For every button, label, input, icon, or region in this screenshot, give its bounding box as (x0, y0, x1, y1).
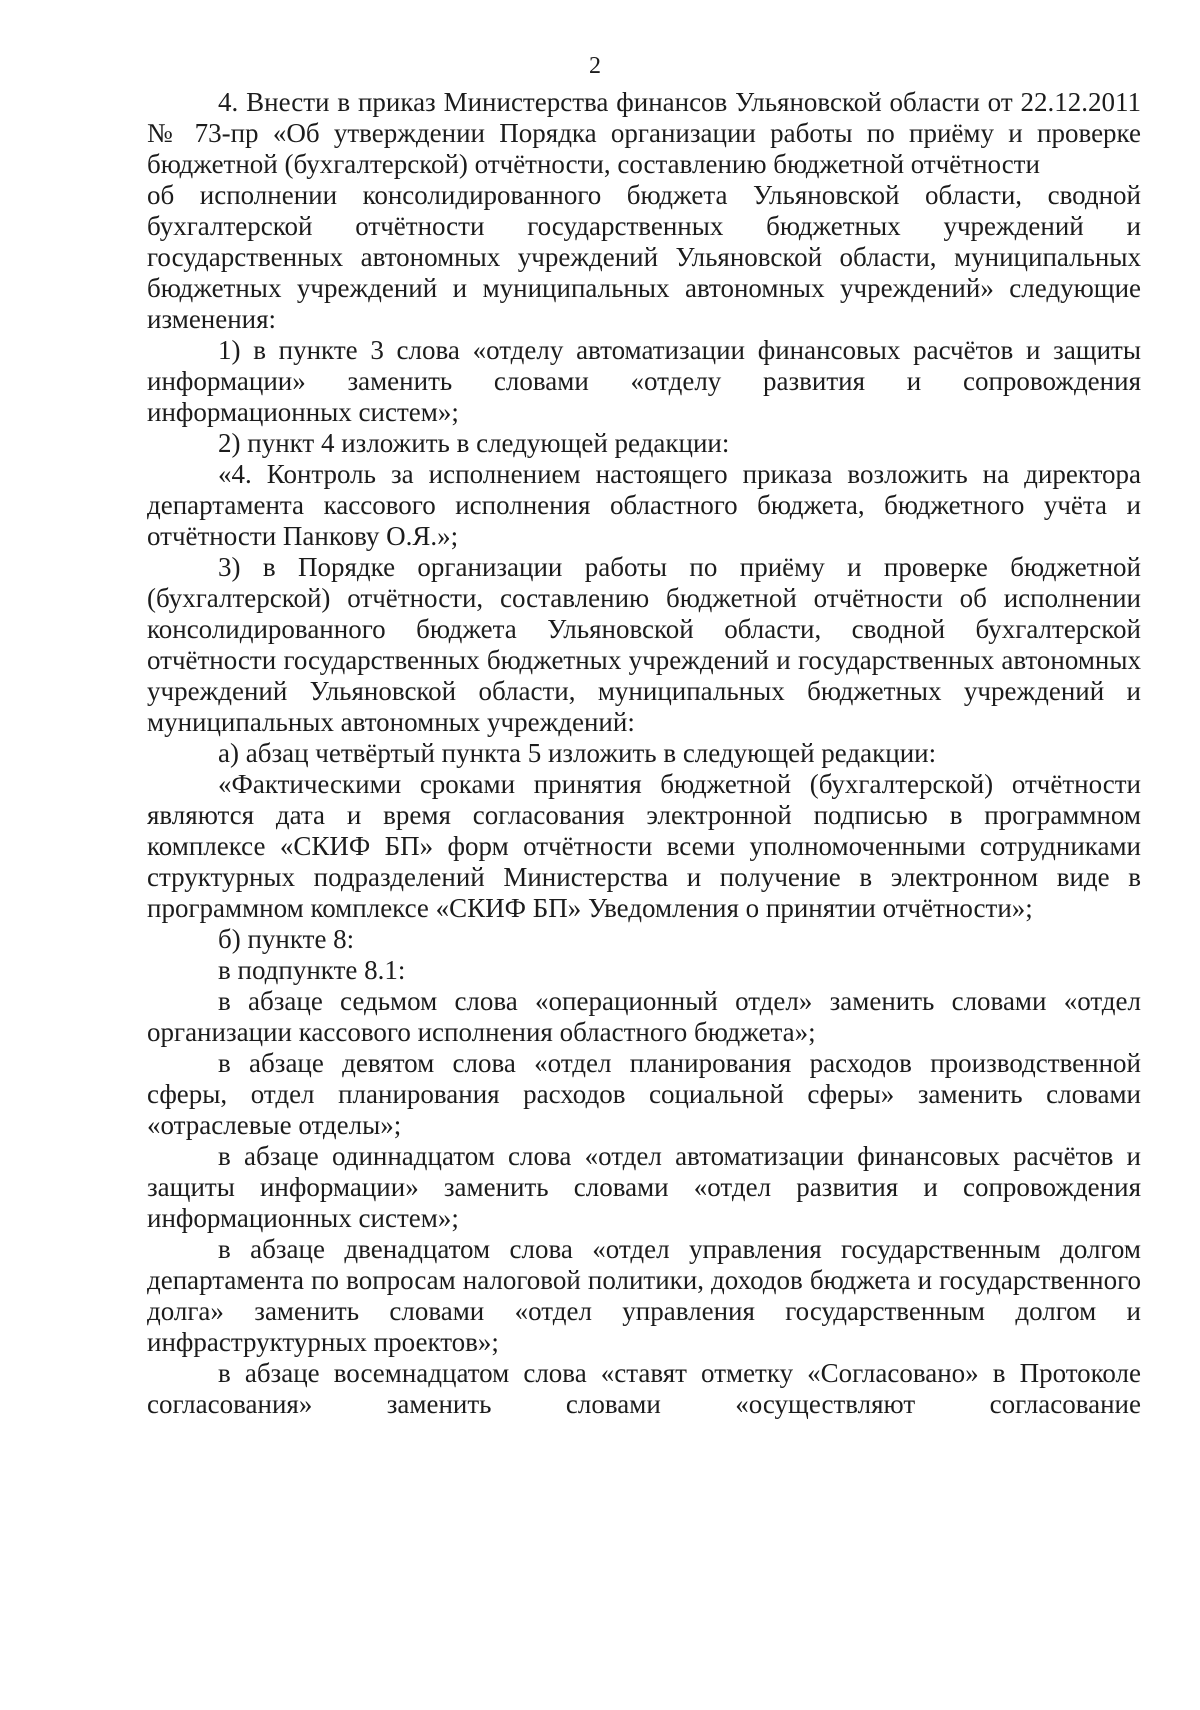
paragraph-subitem-a: а) абзац четвёртый пункта 5 изложить в следующей редакции: (218, 738, 937, 768)
document-body (147, 87, 1141, 1420)
paragraph-new-clause-4: «4. Контроль за исполнением настоящего приказа возложить на директора департамента кассового исполнения областного бюджета, бюджетного учёта и отчётности Панкову О.Я.»; (147, 459, 1141, 551)
paragraph-eighteenth-abzac: в абзаце восемнадцатом слова «ставят отметку «Согласовано» в Протоколе согласования» заменить словами «осуществляют согласование (147, 1358, 1141, 1419)
paragraph-item-2: 2) пункт 4 изложить в следующей редакции: (218, 428, 730, 458)
paragraph-ninth-abzac: в абзаце девятом слова «отдел планирования расходов производственной сферы, отдел планирования расходов социальной сферы» заменить словами «отраслевые отделы»; (147, 1048, 1141, 1140)
paragraph-actual-deadlines: «Фактическими сроками принятия бюджетной (бухгалтерской) отчётности являются дата и время согласования электронной подписью в программном комплексе «СКИФ БП» форм отчётности всеми уполномоченными сотрудниками структурных подразделений Министерства и получение в электронном виде в программном комплексе «СКИФ БП» Уведомления о принятии отчётности»; (147, 769, 1141, 923)
paragraph-order-title-continuation: об исполнении консолидированного бюджета Ульяновской области, сводной бухгалтерской отчётности государственных бюджетных учреждений и государственных автономных учреждений Ульяновской области, муниципальных бюджетных учреждений и муниципальных автономных учреждений» следующие изменения: (147, 180, 1141, 334)
paragraph-subitem-b: б) пункте 8: (218, 924, 355, 954)
paragraph-subclause-8-1: в подпункте 8.1: (218, 955, 406, 985)
page-number: 2 (589, 53, 601, 79)
paragraph-item-1: 1) в пункте 3 слова «отделу автоматизации финансовых расчётов и защиты информации» заменить словами «отделу развития и сопровождения информационных систем»; (147, 335, 1141, 427)
paragraph-seventh-abzac: в абзаце седьмом слова «операционный отдел» заменить словами «отдел организации кассового исполнения областного бюджета»; (147, 986, 1141, 1047)
paragraph-twelfth-abzac: в абзаце двенадцатом слова «отдел управления государственным долгом департамента по вопросам налоговой политики, доходов бюджета и государственного долга» заменить словами «отдел управления государственным долгом и инфраструктурных проектов»; (147, 1234, 1141, 1357)
paragraph-item-3: 3) в Порядке организации работы по приёму и проверке бюджетной (бухгалтерской) отчётности, составлению бюджетной отчётности об исполнении консолидированного бюджета Ульяновской области, сводной бухгалтерской отчётности государственных бюджетных учреждений и государственных автономных учреждений Ульяновской области, муниципальных бюджетных учреждений и муниципальных автономных учреждений: (147, 552, 1141, 737)
paragraph-amendment-order: 4. Внести в приказ Министерства финансов Ульяновской области от 22.12.2011 № 73-пр «Об утверждении Порядка организации работы по приёму и проверке бюджетной (бухгалтерской) отчётности, составлению бюджетной отчётности (147, 87, 1141, 179)
paragraph-eleventh-abzac: в абзаце одиннадцатом слова «отдел автоматизации финансовых расчётов и защиты информации» заменить словами «отдел развития и сопровождения информационных систем»; (147, 1141, 1141, 1233)
